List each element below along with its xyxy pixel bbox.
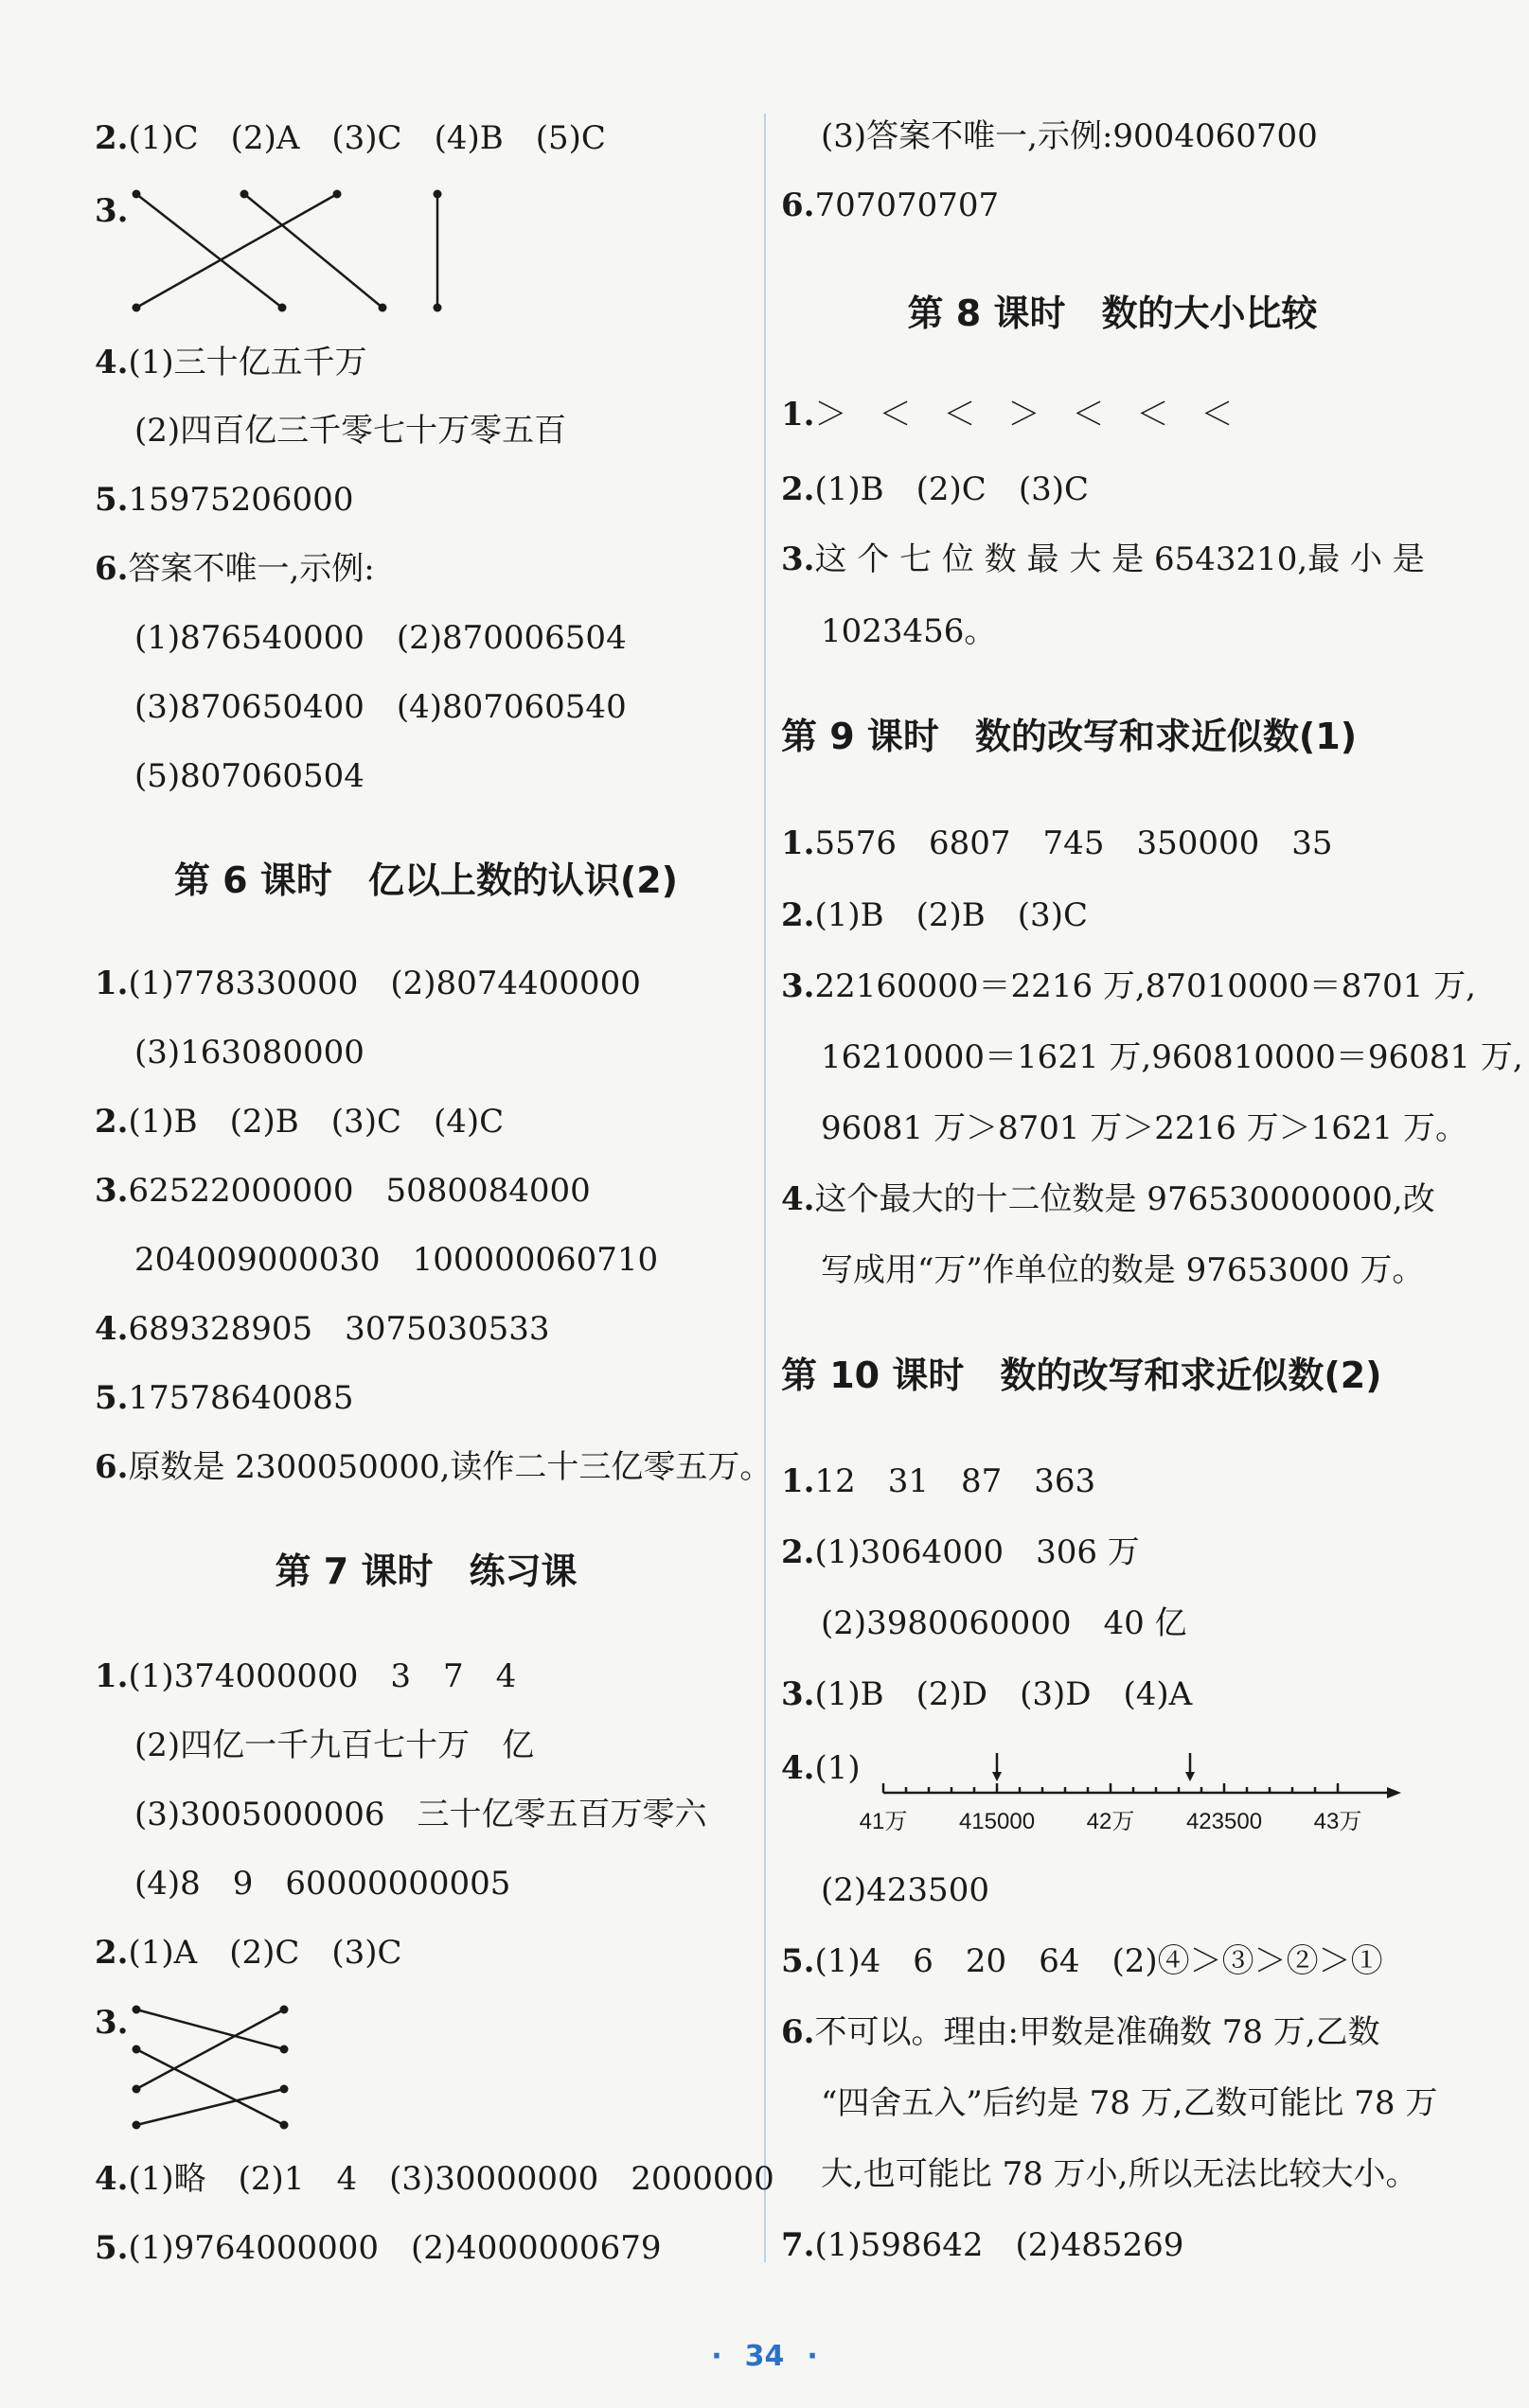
answer-line: 4.(1) <box>781 1749 861 1787</box>
arrow-head-icon <box>1387 1787 1401 1798</box>
answer-line: (4)8 9 60000000005 <box>134 1865 511 1903</box>
column-divider <box>764 114 766 2262</box>
page-footer <box>0 2340 1529 2373</box>
section-heading: 第 7 课时 练习课 <box>275 1550 578 1592</box>
answer-line: 1.5576 6807 745 350000 35 <box>781 824 1333 862</box>
answer-line: 2.(1)B (2)B (3)C <box>781 896 1088 934</box>
answer-line: 2.(1)C (2)A (3)C (4)B (5)C <box>95 119 606 157</box>
answer-line: 16210000＝1621 万,960810000＝96081 万, <box>821 1038 1523 1076</box>
page-number: 34 <box>744 2340 785 2373</box>
answer-line: 4.这个最大的十二位数是 976530000000,改 <box>781 1180 1435 1218</box>
answer-line: 1.(1)374000000 3 7 4 <box>95 1657 517 1695</box>
answer-line: 3.这 个 七 位 数 最 大 是 6543210,最 小 是 <box>781 540 1425 578</box>
answer-line: 5.15975206000 <box>95 481 354 519</box>
section-heading: 第 6 课时 亿以上数的认识(2) <box>173 859 679 901</box>
answer-line: 5.17578640085 <box>95 1379 354 1417</box>
answer-line: (2)423500 <box>821 1871 989 1909</box>
answer-line: 4.(1)三十亿五千万 <box>95 344 367 381</box>
answer-line: (1)876540000 (2)870006504 <box>134 619 627 657</box>
numberline-label: 41万 <box>859 1809 908 1834</box>
answer-line: 3.62522000000 5080084000 <box>95 1172 591 1210</box>
answer-line: 3. <box>95 192 129 230</box>
answer-line: 2.(1)B (2)B (3)C (4)C <box>95 1103 505 1141</box>
answer-line: 1.12 31 87 363 <box>781 1462 1096 1500</box>
answer-line: 1.(1)778330000 (2)8074400000 <box>95 965 641 1002</box>
answer-line: “四舍五入”后约是 78 万,乙数可能比 78 万 <box>821 2084 1438 2122</box>
answer-line: 6.原数是 2300050000,读作二十三亿零五万。 <box>95 1448 773 1486</box>
arrow-down-icon <box>992 1772 1002 1781</box>
answer-line: (2)四亿一千九百七十万 亿 <box>134 1726 535 1764</box>
numberline-label: 415000 <box>958 1809 1036 1834</box>
answer-line: 6.不可以。理由:甲数是准确数 78 万,乙数 <box>781 2013 1380 2051</box>
answer-line: 6.707070707 <box>781 186 1000 224</box>
numberline-label: 42万 <box>1086 1809 1135 1834</box>
answer-line: 写成用“万”作单位的数是 97653000 万。 <box>821 1251 1425 1289</box>
section-heading: 第 8 课时 数的大小比较 <box>907 292 1318 334</box>
arrow-down-icon <box>1185 1772 1195 1781</box>
footer-dot: · <box>807 2340 818 2373</box>
answer-line: 5.(1)9764000000 (2)4000000679 <box>95 2229 662 2267</box>
matching-diagram <box>133 185 549 317</box>
answer-line: 2.(1)A (2)C (3)C <box>95 1934 402 1972</box>
section-heading: 第 10 课时 数的改写和求近似数(2) <box>781 1354 1382 1396</box>
answer-line: 1.＞ ＜ ＜ ＞ ＜ ＜ ＜ <box>781 396 1234 434</box>
numberline-label: 423500 <box>1185 1809 1263 1834</box>
matching-diagram <box>133 2002 322 2134</box>
answer-line: (3)870650400 (4)807060540 <box>134 688 627 726</box>
answer-line: 2.(1)B (2)C (3)C <box>781 470 1089 508</box>
footer-dot: · <box>711 2340 722 2373</box>
answer-line: 4.(1)略 (2)1 4 (3)30000000 2000000 <box>95 2160 774 2198</box>
section-heading: 第 9 课时 数的改写和求近似数(1) <box>781 716 1358 757</box>
answer-line: 4.689328905 3075030533 <box>95 1310 550 1348</box>
answer-line: 3. <box>95 2004 129 2042</box>
answer-line: 3.(1)B (2)D (3)D (4)A <box>781 1675 1193 1713</box>
ticks <box>883 1783 1338 1793</box>
answer-line: 2.(1)3064000 306 万 <box>781 1533 1140 1571</box>
answer-line: (5)807060504 <box>134 757 364 795</box>
answer-line: (2)四百亿三千零七十万零五百 <box>134 412 567 450</box>
answer-line: 6.答案不唯一,示例: <box>95 550 375 588</box>
answer-line: 204009000030 100000060710 <box>134 1241 659 1279</box>
answer-line: (3)3005000006 三十亿零五百万零六 <box>134 1796 707 1833</box>
numberline-label: 43万 <box>1313 1809 1362 1834</box>
answer-line: 1023456。 <box>821 612 997 650</box>
answer-line: 大,也可能比 78 万小,所以无法比较大小。 <box>821 2155 1418 2193</box>
answer-line: 3.22160000＝2216 万,87010000＝8701 万, <box>781 967 1476 1005</box>
answer-line: (2)3980060000 40 亿 <box>821 1604 1187 1642</box>
number-line <box>859 1742 1406 1846</box>
answer-line: (3)答案不唯一,示例:9004060700 <box>821 117 1318 155</box>
answer-line: 7.(1)598642 (2)485269 <box>781 2226 1184 2264</box>
answer-line: 96081 万＞8701 万＞2216 万＞1621 万。 <box>821 1109 1467 1147</box>
answer-line: (3)163080000 <box>134 1034 364 1071</box>
answer-line: 5.(1)4 6 20 64 (2)④＞③＞②＞① <box>781 1942 1383 1980</box>
